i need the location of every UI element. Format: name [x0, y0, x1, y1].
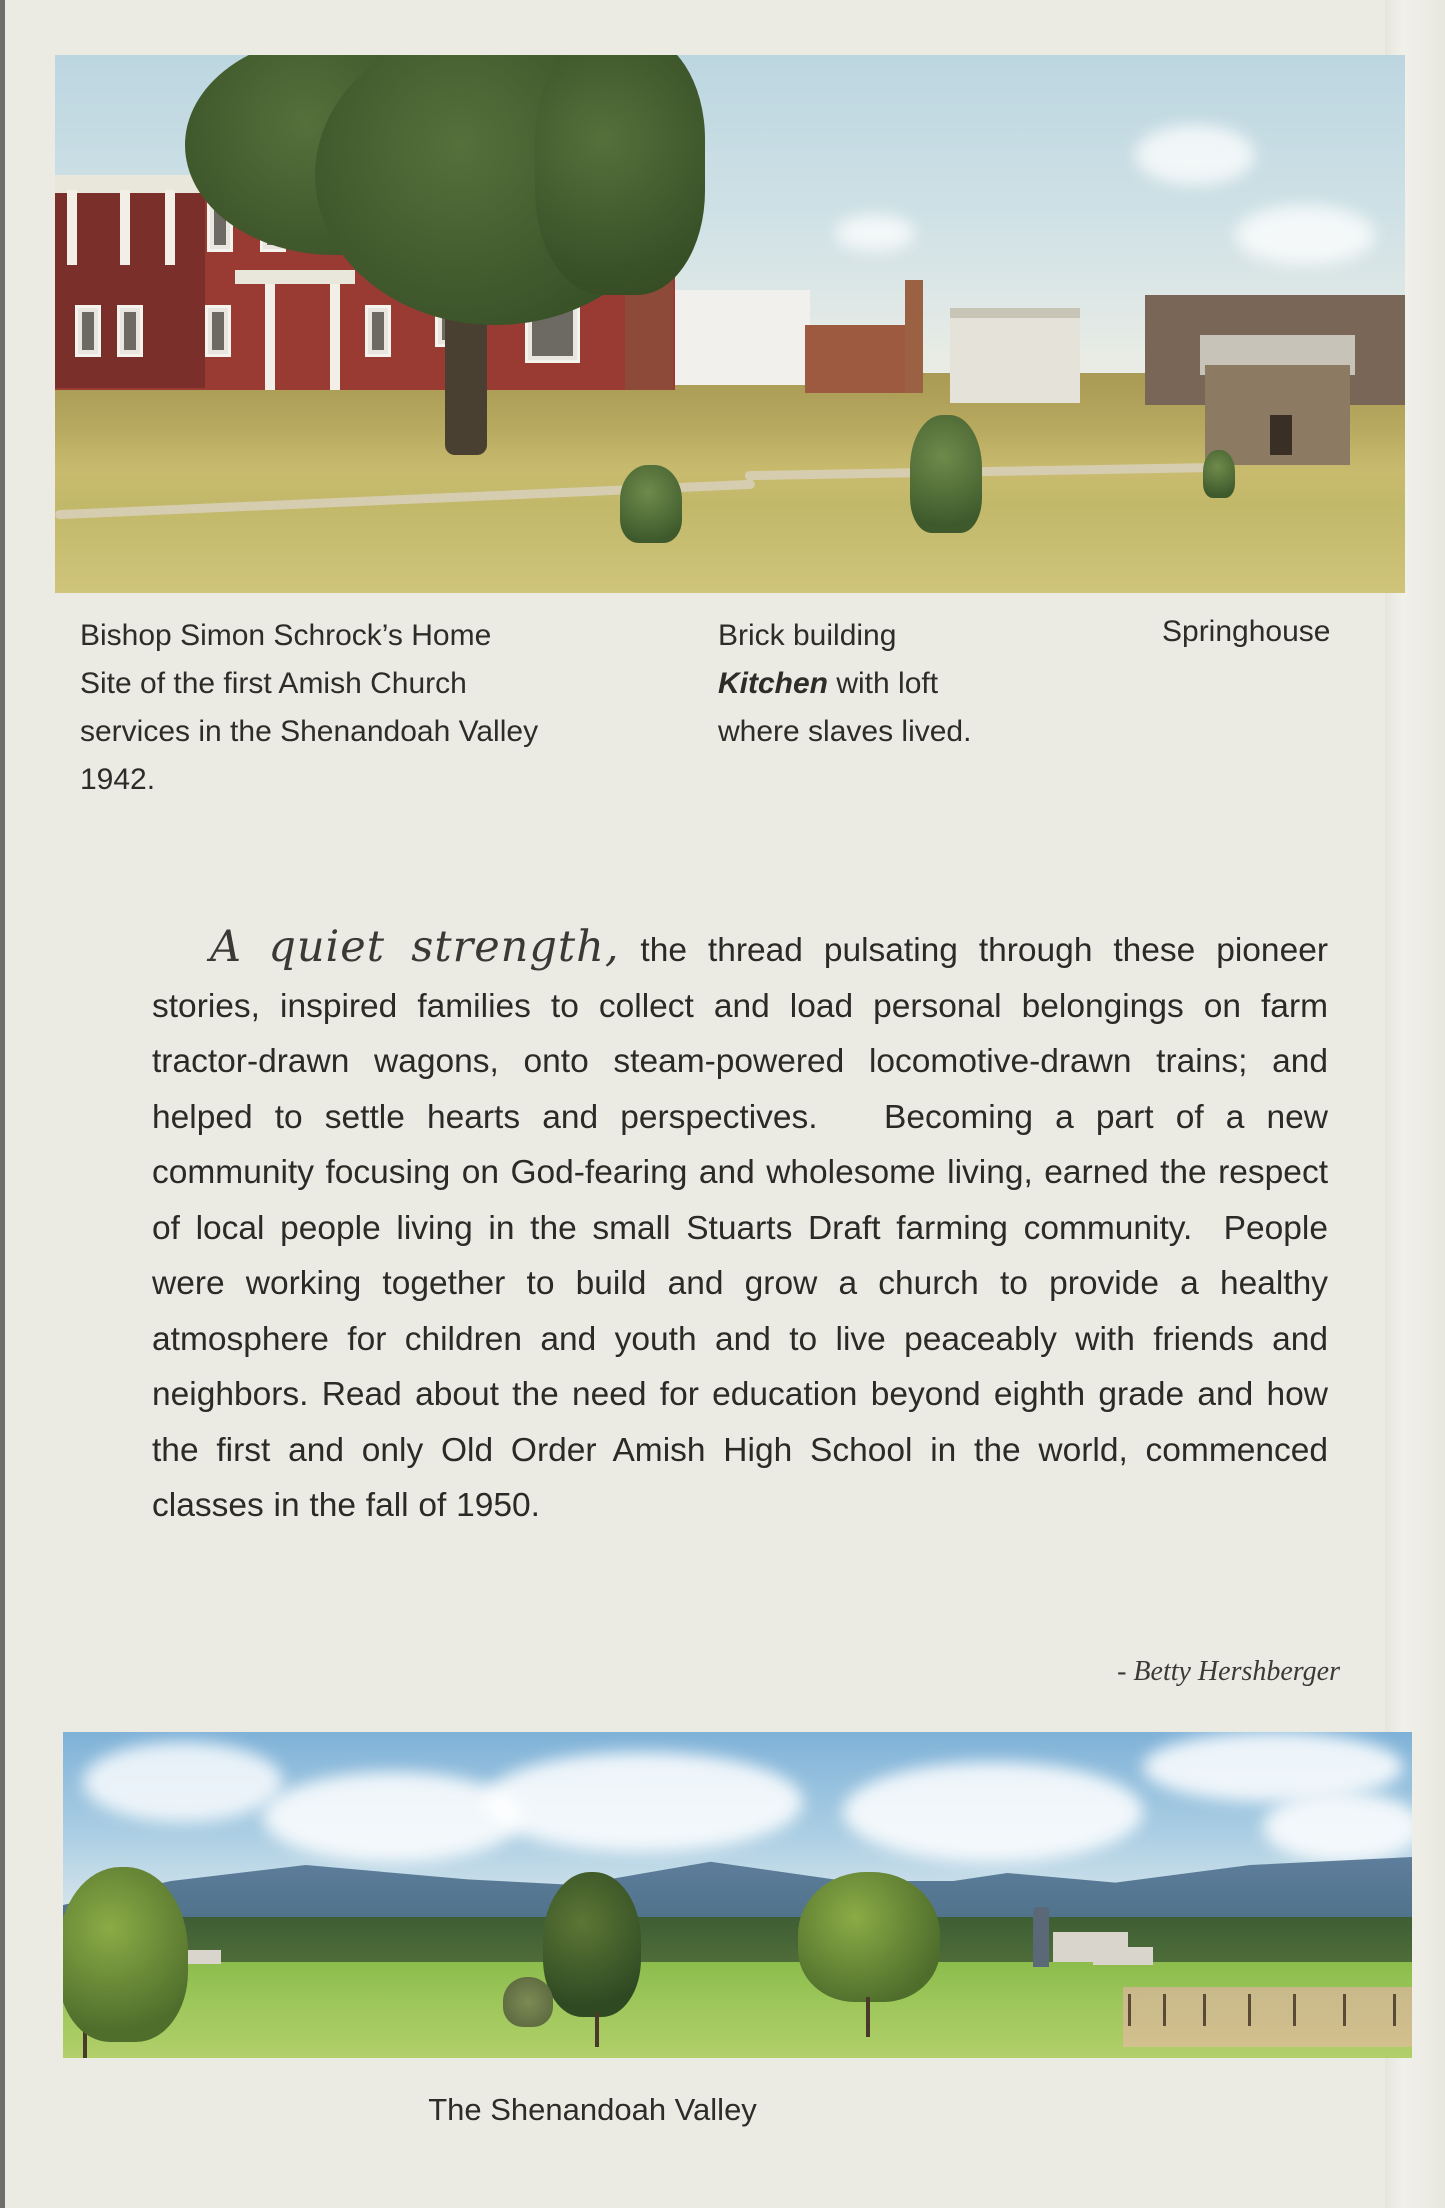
porch-column	[120, 190, 130, 265]
porch-column	[67, 190, 77, 265]
article-body: the thread pulsating through these pioneer stories, inspired families to collect and load personal belongings on farm tractor-drawn wagons, onto steam-powered locomotive-drawn trains; and helped to settle hearts and perspectives. Becoming a part of a new community focusing on God-fearing and wholesome living, earned the respect of local people living in the small Stuarts Draft farming community. People were working together to build and grow a church to provide a healthy atmosphere for children and youth and to live peaceably with friends and neighbors. Read about the need for education beyond eighth grade and how the first and only Old Order Amish High School in the world, commenced classes in the fall of 1950.	[152, 932, 1328, 1524]
valley-caption: The Shenandoah Valley	[428, 2092, 757, 2127]
tree	[798, 1872, 940, 2002]
window	[117, 305, 143, 357]
caption-line: services in the Shenandoah Valley	[80, 715, 539, 748]
cloud	[483, 1752, 803, 1852]
springhouse-door	[1270, 415, 1292, 455]
farmstead-photo	[55, 55, 1405, 593]
shrub	[620, 465, 682, 543]
caption-line: Bishop Simon Schrock’s Home	[80, 619, 492, 652]
fence-post	[1203, 1994, 1206, 2026]
kitchen-chimney	[905, 280, 923, 393]
fence-post	[1343, 1994, 1346, 2026]
lead-phrase: A quiet strength,	[210, 922, 620, 972]
caption-line: 1942.	[80, 763, 156, 796]
cloud	[835, 215, 915, 251]
cloud	[1143, 1732, 1403, 1802]
window	[205, 305, 231, 357]
cloud	[843, 1762, 1143, 1862]
valley-photo	[63, 1732, 1412, 2058]
shrub	[910, 415, 982, 533]
author-signature: - Betty Hershberger	[1117, 1656, 1340, 1687]
page-edge-shadow	[0, 0, 5, 2208]
porch-column	[330, 280, 340, 390]
cloud	[1135, 125, 1255, 185]
white-barn	[950, 318, 1080, 403]
fence-post	[1393, 1994, 1396, 2026]
white-outbuilding	[675, 290, 810, 385]
shrub	[503, 1977, 553, 2027]
caption-brick-kitchen	[718, 612, 1118, 756]
caption-text: with loft	[828, 667, 939, 700]
porch-column	[165, 190, 175, 265]
caption-line: Brick building	[718, 619, 897, 652]
caption-line: where slaves lived.	[718, 715, 972, 748]
porch-column	[265, 280, 275, 390]
farm-building	[1093, 1947, 1153, 1965]
front-porch-roof	[235, 270, 355, 284]
fence-post	[1293, 1994, 1296, 2026]
cloud	[263, 1772, 523, 1862]
cloud	[83, 1742, 283, 1822]
house-wing	[55, 190, 205, 388]
tree	[63, 1867, 188, 2042]
window	[365, 305, 391, 357]
silo	[1033, 1907, 1049, 1967]
sapling	[1203, 450, 1235, 498]
caption-springhouse: Springhouse	[1162, 615, 1331, 648]
caption-line: Site of the first Amish Church	[80, 667, 467, 700]
brick-kitchen-building	[805, 325, 915, 393]
tree-line	[63, 1917, 1412, 1967]
caption-line	[718, 660, 1118, 708]
tree-trunk	[866, 1997, 870, 2037]
window	[75, 305, 101, 357]
tree	[543, 1872, 641, 2017]
article-paragraph	[152, 920, 1328, 1534]
fence-post	[1163, 1994, 1166, 2026]
cloud	[1235, 205, 1375, 265]
caption-schrock-home	[80, 612, 680, 804]
farm-building	[183, 1950, 221, 1964]
caption-emphasis: Kitchen	[718, 667, 829, 700]
cloud	[1263, 1792, 1412, 1862]
tree-trunk	[595, 2012, 599, 2047]
fence-post	[1128, 1994, 1131, 2026]
tree-canopy	[535, 55, 705, 295]
dry-pasture	[1123, 1987, 1412, 2047]
fence-post	[1248, 1994, 1251, 2026]
